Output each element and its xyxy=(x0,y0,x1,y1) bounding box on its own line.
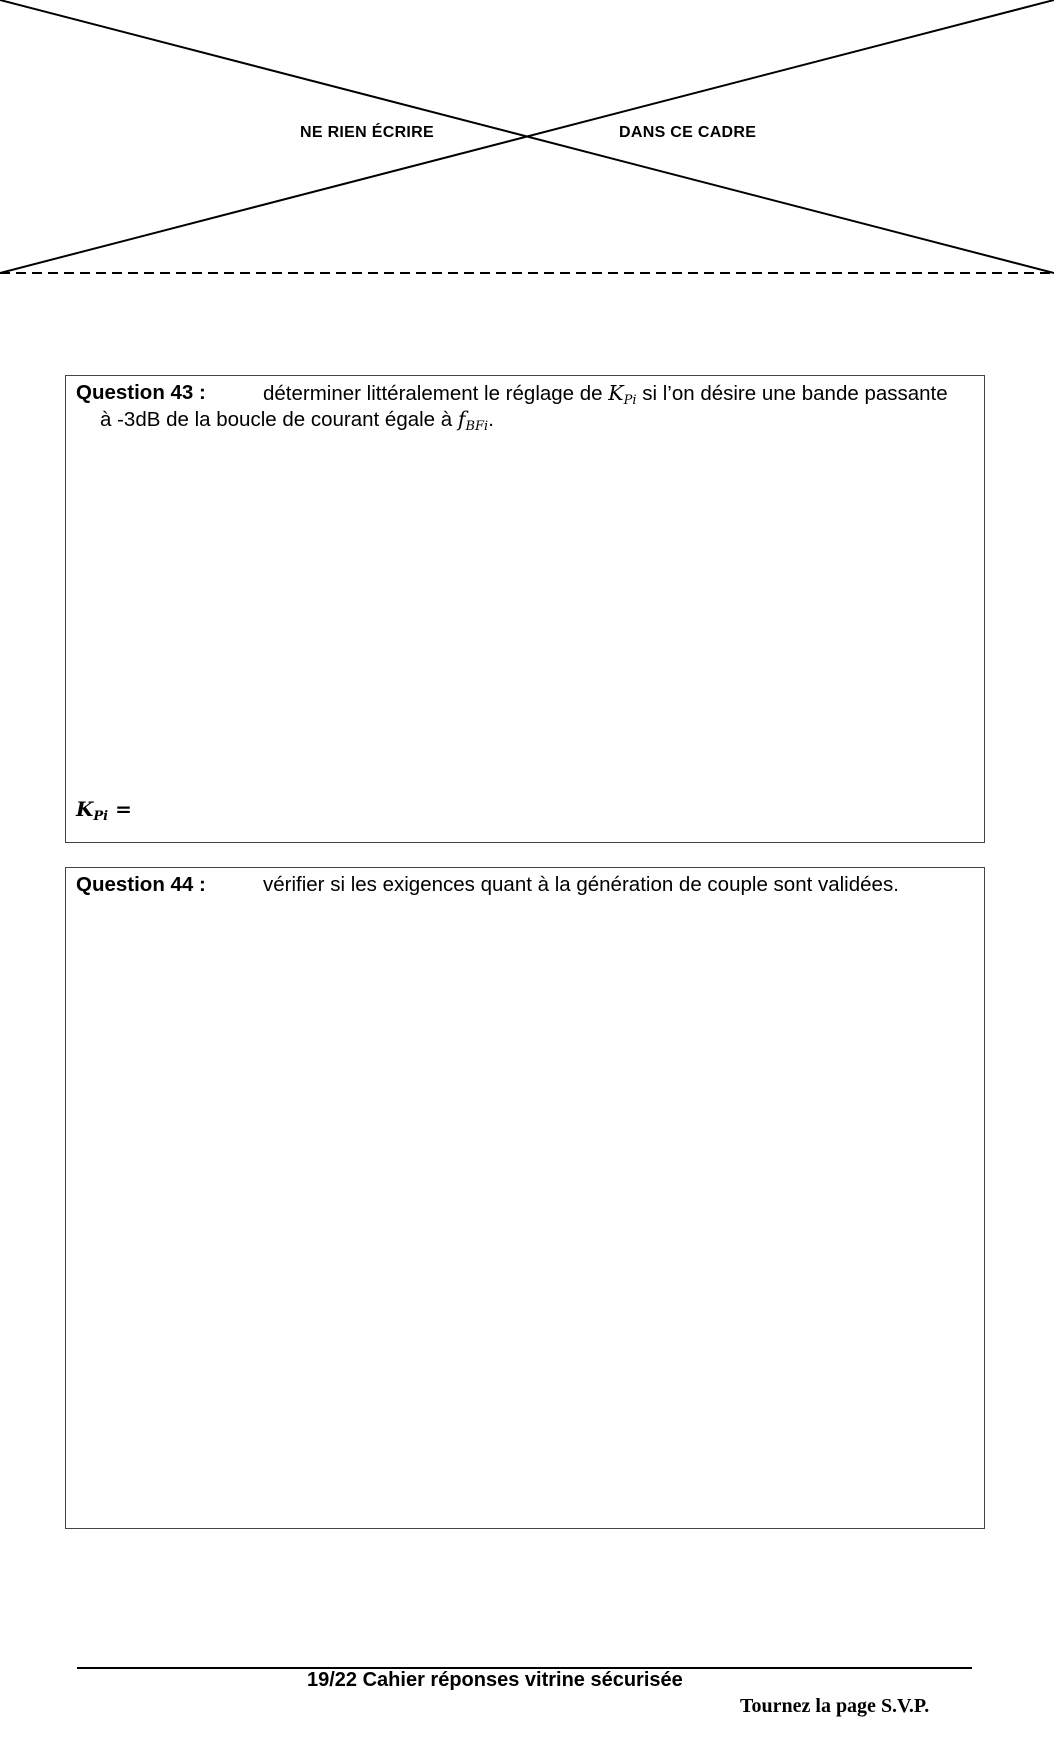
fbfi-symbol: $f_{BFi}$ xyxy=(457,407,489,434)
footer-turn-page: Tournez la page S.V.P. xyxy=(740,1695,930,1717)
question-43-label: Question 43 : xyxy=(76,381,206,404)
no-write-label-right: DANS CE CADRE xyxy=(619,124,757,141)
kpi-symbol: $K_{Pi}$ xyxy=(608,381,637,408)
question-44-text: vérifier si les exigences quant à la génération de couple sont validées. xyxy=(263,873,899,896)
footer-page-title: 19/22 Cahier réponses vitrine sécurisée xyxy=(307,1669,683,1691)
question-43-answer-box[interactable] xyxy=(65,375,985,843)
question-44-answer-box[interactable] xyxy=(65,867,985,1529)
no-write-label-left: NE RIEN ÉCRIRE xyxy=(300,124,434,141)
kpi-answer-label: $K_{Pi}$ = xyxy=(76,797,132,824)
question-43-text-line2: à -3dB de la boucle de courant égale à $f_{BFi}$. xyxy=(100,407,494,434)
question-44-label: Question 44 : xyxy=(76,873,206,896)
no-write-zone xyxy=(0,0,1054,280)
question-43-text-line1: déterminer littéralement le réglage de $K_{Pi}$ si l’on désire une bande passante xyxy=(263,381,948,408)
